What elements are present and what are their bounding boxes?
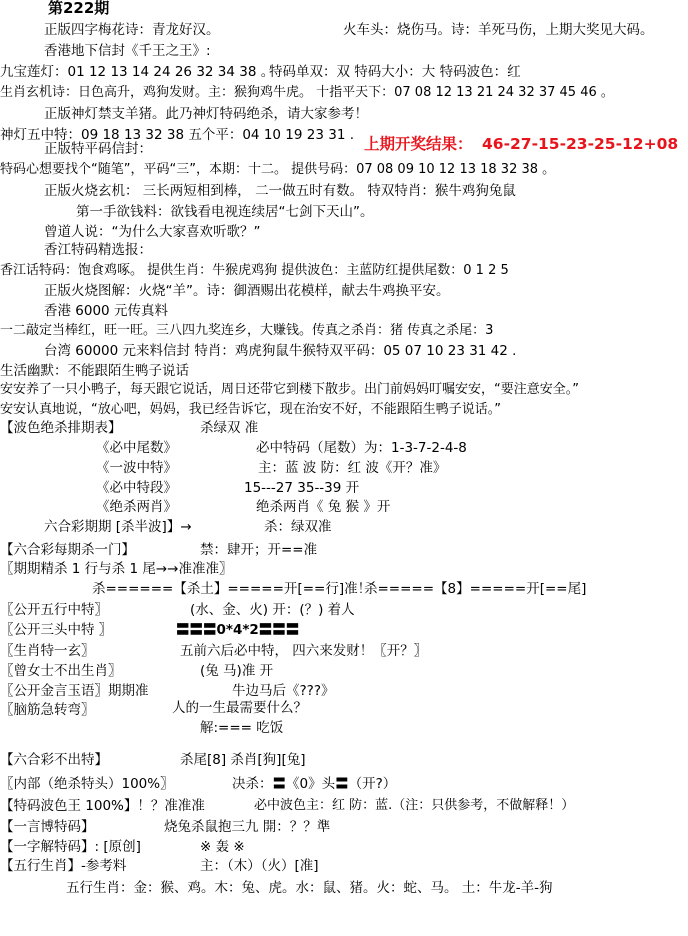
text-line: 生肖玄机诗：日色高升，鸡狗发财。主：猴狗鸡牛虎。 十指平天下：07 08 12 13 21 24 32 37 45 46 。 [0,85,614,100]
text-line: 香江特码精选报： [44,242,152,258]
text-line: 【六合彩每期杀一门】 [0,542,135,558]
text-line: 五行生肖：金：猴、鸡。木：兔、虎。水：鼠、猪。火：蛇、马。 土：牛龙-羊-狗 [66,880,553,896]
text-line: 〖公开五行中特〗 [0,602,108,618]
text-line: 〖公开三头中特 〗 [0,622,113,638]
text-line: 特码单双：双 特码大小：大 特码波色：红 [269,64,521,80]
text-line: 【六合彩不出特】 [0,752,108,768]
text-line: 九宝莲灯：01 12 13 14 24 26 32 34 38 。 [0,64,275,80]
text-line: 必中波色主：红 防：蓝.（注：只供参考，不做解释！） [254,798,575,813]
text-line: 香港地下信封《千王之王》: [44,43,211,59]
text-line: 生活幽默：不能跟陌生鸭子说话 [0,363,189,379]
text-line: 正版四字梅花诗：青龙好汉。 [44,22,220,38]
text-line: 解:=== 吃饭 [200,720,284,736]
last-result-numbers: 46-27-15-23-25-12+08 [482,135,679,153]
text-line: 台湾 60000 元来料信封 特肖：鸡虎狗鼠牛猴特双平码：05 07 10 23 31 42 . [44,343,517,359]
text-line: 香港 6000 元传真料 [44,303,168,319]
text-line: 安安养了一只小鸭子，每天跟它说话，周日还带它到楼下散步。出门前妈妈叮嘱安安，“要注意安全。” [0,382,579,397]
text-line: 〓〓〓0*4*2〓〓〓 [176,622,300,638]
text-line: 【五行生肖】-参考料 [0,858,127,874]
text-line: 主：（木）（火）[准] [200,858,319,874]
text-line: 杀尾[8] 杀肖[狗][兔] [180,752,306,768]
text-line: 正版神灯禁支羊猪。此乃神灯特码绝杀，请大家参考！ [44,106,368,122]
text-line: 六合彩期期 [杀半波]】→ [44,519,192,535]
text-line: 《绝杀两肖》 [96,499,177,515]
text-line: (水、金、火) 开：(？) 着人 [190,602,355,618]
text-line: 决杀：〓《0》头〓（开?） [232,776,397,792]
text-line: 【波色绝杀排期表】 [0,420,122,436]
text-line: 〖期期精杀 1 行与杀 1 尾→→准准准〗 [0,561,233,577]
text-line: 正版特平码信封： [44,141,152,157]
text-line: 安安认真地说，“放心吧，妈妈，我已经告诉它，现在治安不好，不能跟陌生鸭子说话。” [0,402,501,417]
text-line: 火车头：烧伤马。诗：羊死马伤，上期大奖见大码。 [343,22,654,38]
text-line: 香江话特码：饱食鸡啄。 提供生肖：牛猴虎鸡狗 提供波色：主蓝防红提供尾数：0 1 2 5 [0,263,509,278]
text-line: 杀=====【8】=====开[==尾] [364,581,587,597]
text-line: 一二敲定当棒红，旺一旺。三八四九奖连乡，大赚钱。传真之杀肖：猪 传真之杀尾：3 [0,323,494,338]
text-line: 《必中尾数》 [96,440,177,456]
text-line: ※ 轰 ※ [200,839,245,855]
text-line: 特码心想要找个“随笔”，平码“三”，本期：十二。 提供号码：07 08 09 10 12 13 18 32 38 。 [0,162,556,177]
text-line: 正版火烧玄机： 三长两短相到棒， 二一做五时有数。 特双特肖：猴牛鸡狗兔鼠 [44,183,516,199]
text-line: 绝杀两肖《 兔 猴 》开 [256,499,391,515]
text-line: 牛边马后《???》 [232,683,335,699]
text-line: 杀：绿双准 [264,519,332,535]
last-result-label: 上期开奖结果： [364,135,473,153]
text-line: 禁：肆开；开==准 [200,542,318,558]
text-line: 曾道人说：“为什么大家喜欢听歌？” [44,224,261,240]
text-line: 《必中特段》 [96,480,177,496]
text-line: 人的一生最需要什么？ [172,700,307,716]
text-line: 〖公开金言玉语〗期期准 [0,683,149,699]
text-line: 神灯五中特：09 18 13 32 38 五个平：04 10 19 23 31 . [0,127,354,143]
text-line: 《一波中特》 [96,460,177,476]
text-line: 〖脑筋急转弯〗 [0,702,95,718]
text-line: 第一手欲钱料：欲钱看电视连续居“七剑下天山”。 [76,204,374,220]
text-line: 五前六后必中特， 四六来发财！〖开？〗 [180,643,428,659]
text-line: 烧兔杀鼠抱三九 開：？？準 [164,819,331,835]
text-line: 【特码波色王 100%】！？准准准 [0,798,205,814]
text-line: 必中特码（尾数）为：1-3-7-2-4-8 [256,440,467,456]
text-line: 正版火烧图解：火烧“羊”。诗：御酒赐出花模样，献去牛鸡换平安。 [44,283,450,299]
text-line: 〖内部（绝杀特头）100%〗 [0,776,174,792]
text-line: 杀======【杀土】=====开[==行]准！ [92,581,372,597]
text-line: 〖生肖特一玄〗 [0,643,95,659]
text-line: 【一字解特码】: [原创] [0,839,141,855]
text-line: 〖曾女士不出生肖〗 [0,663,122,679]
text-line: (兔 马)准 开 [200,663,274,679]
text-line: 主：蓝 波 防：红 波《开？准》 [258,460,447,476]
text-line: 【一言博特码】 [0,819,95,835]
issue-title: 第222期 [48,0,110,17]
text-line: 15---27 35--39 开 [244,480,360,496]
text-line: 杀绿双 准 [200,420,259,436]
